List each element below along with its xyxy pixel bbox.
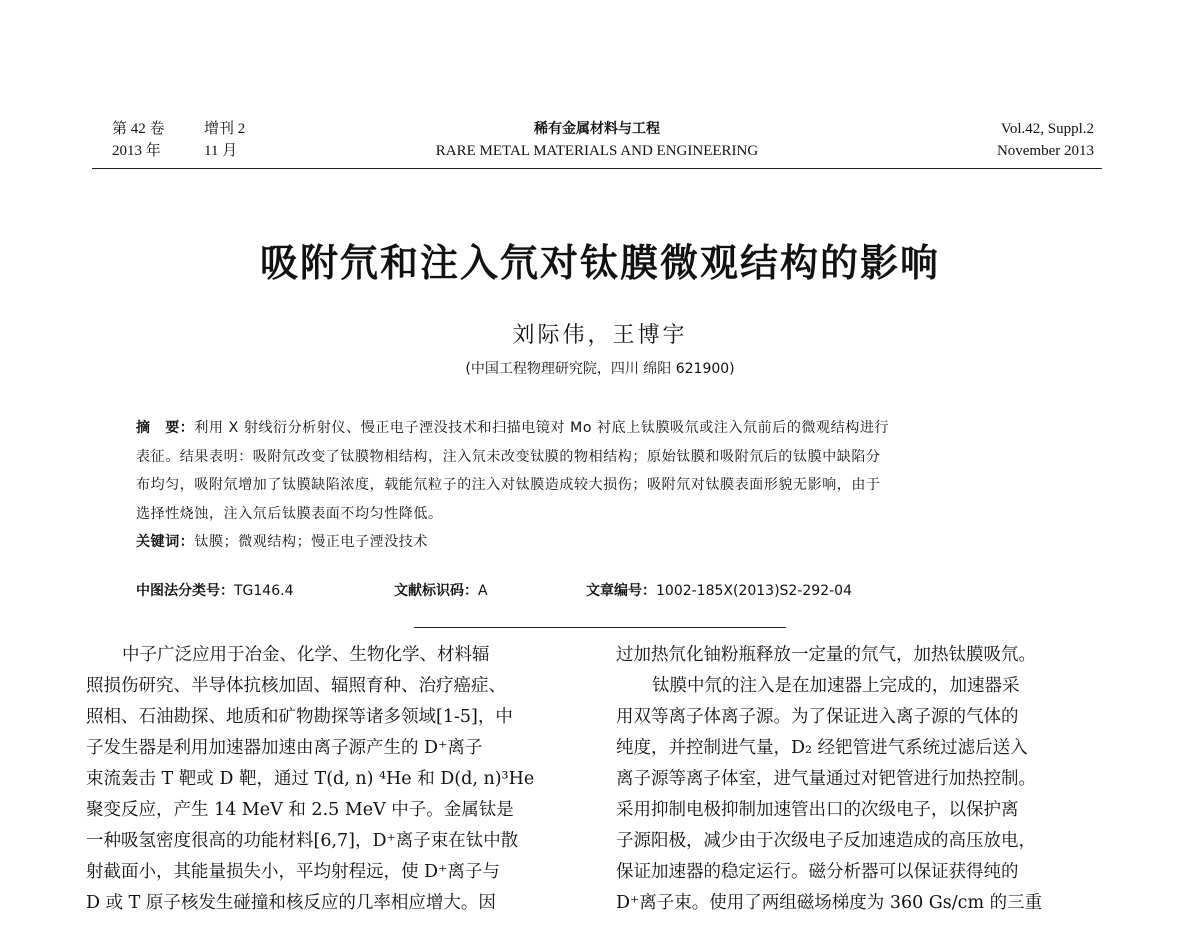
- body-line: 保证加速器的稳定运行。磁分析器可以保证获得纯的: [616, 862, 1019, 882]
- body-line: 聚变反应，产生 14 MeV 和 2.5 MeV 中子。金属钛是: [86, 800, 514, 820]
- journal-name-en: RARE METAL MATERIALS AND ENGINEERING: [435, 143, 759, 159]
- body-line: 束流轰击 T 靶或 D 靶，通过 T(d, n) ⁴He 和 D(d, n)³He: [86, 769, 535, 789]
- body-line: 离子源等离子体室，进气量通过对钯管进行加热控制。: [616, 769, 1036, 789]
- body-line: 照相、石油勘探、地质和矿物勘探等诸多领域[1-5]，中: [86, 707, 513, 727]
- body-line: D 或 T 原子核发生碰撞和核反应的几率相应增大。因: [86, 893, 496, 913]
- body-line: 子源阳极，减少由于次级电子反加速造成的高压放电，: [616, 831, 1036, 851]
- body-column-right: [616, 640, 1110, 919]
- body-line: 钛膜中氘的注入是在加速器上完成的，加速器采: [652, 676, 1020, 696]
- body-line: 子发生器是利用加速器加速由离子源产生的 D⁺离子: [86, 738, 483, 758]
- header-volume-cn: 第 42 卷: [112, 121, 165, 137]
- classification: [136, 583, 293, 599]
- author-affiliation: (中国工程物理研究院，四川 绵阳 621900): [465, 361, 735, 377]
- journal-name-cn: 稀有金属材料与工程: [534, 121, 660, 137]
- body-line: 一种吸氢密度很高的功能材料[6,7]，D⁺离子束在钛中散: [86, 831, 519, 851]
- header-journal: [92, 118, 1102, 162]
- classification-label: 中图法分类号：: [136, 583, 234, 599]
- body-line: D⁺离子束。使用了两组磁场梯度为 360 Gs/cm 的三重: [616, 893, 1043, 913]
- abstract-line: 布均匀，吸附氘增加了钛膜缺陷浓度，载能氘粒子的注入对钛膜造成较大损伤；吸附氘对钛膜表面形貌无影响，由于: [136, 477, 881, 493]
- abstract-separator-rule: [414, 627, 786, 628]
- classification-value: TG146.4: [234, 583, 294, 599]
- classification-line: [136, 580, 1066, 600]
- body-line: 采用抑制电极抑制加速管出口的次级电子，以保护离: [616, 800, 1019, 820]
- header-rule: [92, 168, 1102, 169]
- article-authors: 刘际伟，王博宇: [512, 323, 688, 348]
- body-line: 纯度，并控制进气量，D₂ 经钯管进气系统过滤后送入: [616, 738, 1028, 758]
- document-code-value: A: [478, 583, 488, 599]
- body-column-left: [86, 640, 580, 919]
- document-code: [394, 580, 488, 600]
- abstract-line: 选择性烧蚀，注入氘后钛膜表面不均匀性降低。: [136, 505, 443, 522]
- body-line: 射截面小，其能量损失小，平均射程远，使 D⁺离子与: [86, 862, 500, 882]
- abstract-text: 利用 X 射线衍分析射仪、慢正电子湮没技术和扫描电镜对 Mo 衬底上钛膜吸氘或注入氘前后的微观结构进行: [194, 420, 890, 436]
- body-line: 中子广泛应用于冶金、化学、生物化学、材料辐: [122, 645, 490, 665]
- abstract-block: [136, 414, 1066, 557]
- article-title: 吸附氘和注入氘对钛膜微观结构的影响: [259, 241, 940, 285]
- body-line: 照损伤研究、半导体抗核加固、辐照育种、治疗癌症、: [86, 676, 506, 696]
- article-number-label: 文章编号：: [586, 583, 656, 599]
- running-header: [92, 118, 1102, 168]
- keywords-line: [136, 528, 1066, 557]
- keywords-label: 关键词：: [136, 534, 195, 550]
- abstract-line: [136, 414, 1066, 443]
- header-supplement-cn: 增刊 2: [204, 121, 246, 137]
- header-month-cn: 11 月: [204, 143, 238, 159]
- header-date-en: November 2013: [996, 143, 1094, 159]
- document-code-label: 文献标识码：: [394, 583, 478, 599]
- article-number-value: 1002-185X(2013)S2-292-04: [656, 583, 852, 599]
- article-number: [586, 580, 852, 600]
- body-line: 用双等离子体离子源。为了保证进入离子源的气体的: [616, 707, 1019, 727]
- header-volume-en: Vol.42, Suppl.2: [1000, 121, 1094, 137]
- body-line: 过加热氘化铀粉瓶释放一定量的氘气，加热钛膜吸氘。: [616, 645, 1036, 665]
- abstract-line: 表征。结果表明：吸附氘改变了钛膜物相结构，注入氘未改变钛膜的物相结构；原始钛膜和吸附氘后的钛膜中缺陷分: [136, 448, 881, 465]
- abstract-label: 摘 要：: [136, 420, 195, 436]
- header-right: [997, 118, 1094, 162]
- keywords-text: 钛膜；微观结构；慢正电子湮没技术: [194, 534, 429, 550]
- header-year-cn: 2013 年: [112, 143, 161, 159]
